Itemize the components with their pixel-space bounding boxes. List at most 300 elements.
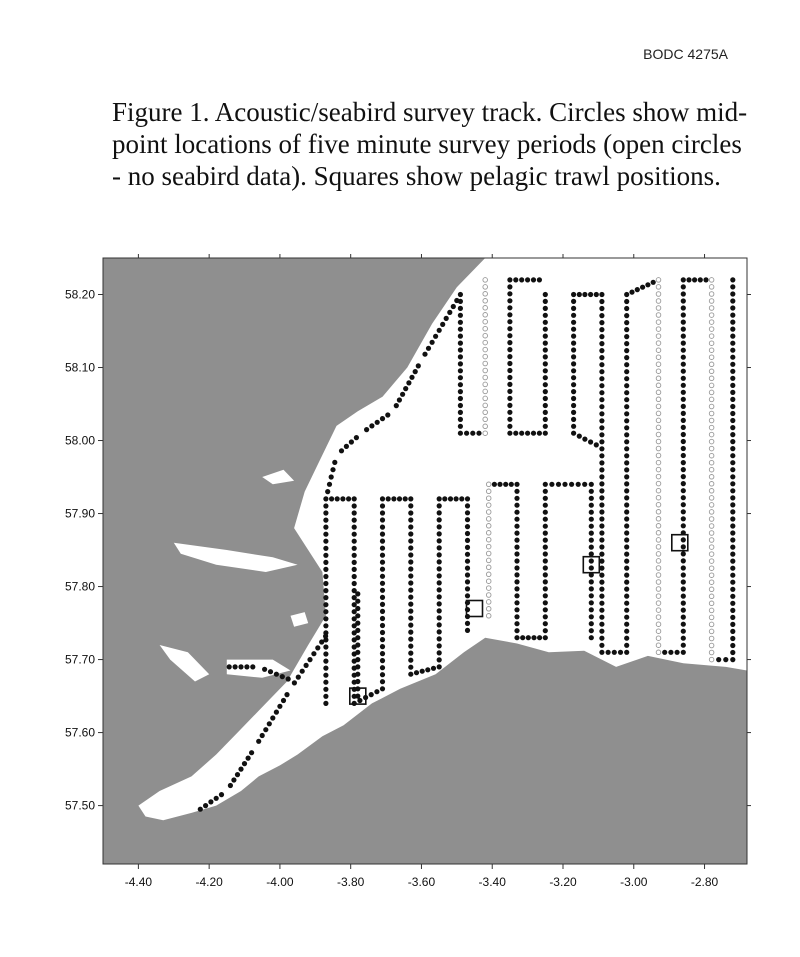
survey-marker [543,517,548,522]
survey-marker [408,503,413,508]
survey-marker [514,558,519,563]
open-survey-marker [656,299,661,304]
survey-marker [507,424,512,429]
open-survey-marker [656,334,661,339]
survey-marker [606,650,611,655]
open-survey-marker [486,537,491,542]
survey-marker [416,363,421,368]
survey-marker [624,334,629,339]
survey-marker [352,510,357,515]
survey-marker [380,496,385,501]
survey-marker [355,642,360,647]
open-survey-marker [483,333,488,338]
survey-marker [668,650,673,655]
survey-marker [624,488,629,493]
survey-marker [507,431,512,436]
survey-marker [624,411,629,416]
survey-marker [465,517,470,522]
survey-marker [681,341,686,346]
survey-marker [571,299,576,304]
survey-marker [624,348,629,353]
survey-marker [323,680,328,685]
open-survey-marker [486,517,491,522]
open-survey-marker [656,362,661,367]
open-survey-marker [483,410,488,415]
survey-marker [409,375,414,380]
survey-marker [352,567,357,572]
survey-marker [599,446,604,451]
open-survey-marker [656,320,661,325]
open-survey-marker [486,551,491,556]
survey-marker [599,341,604,346]
survey-marker [624,327,629,332]
survey-marker [465,607,470,612]
open-survey-marker [483,375,488,380]
survey-marker [624,530,629,535]
survey-marker [599,474,604,479]
survey-marker [543,489,548,494]
survey-marker [723,657,728,662]
survey-marker [357,698,362,703]
survey-marker [458,320,463,325]
survey-marker [537,635,542,640]
survey-marker [624,474,629,479]
survey-marker [589,621,594,626]
survey-marker [629,290,634,295]
survey-marker [599,404,604,409]
open-survey-marker [709,489,714,494]
survey-marker [543,482,548,487]
survey-marker [325,489,330,494]
survey-marker [437,538,442,543]
survey-marker [681,284,686,289]
survey-marker [246,756,251,761]
survey-marker [624,608,629,613]
survey-marker [599,299,604,304]
survey-marker [543,545,548,550]
survey-marker [507,396,512,401]
survey-marker [681,629,686,634]
survey-marker [380,609,385,614]
survey-marker [730,573,735,578]
survey-marker [408,588,413,593]
survey-marker [543,579,548,584]
survey-marker [198,807,203,812]
y-tick-label: 58.00 [64,433,95,448]
survey-marker [599,320,604,325]
open-survey-marker [709,566,714,571]
survey-marker [323,574,328,579]
survey-marker [458,375,463,380]
survey-marker [227,664,232,669]
open-survey-marker [483,361,488,366]
survey-marker [576,482,581,487]
survey-marker [624,425,629,430]
survey-marker [624,404,629,409]
survey-marker [380,574,385,579]
open-survey-marker [483,431,488,436]
survey-marker [571,327,576,332]
open-survey-marker [656,580,661,585]
survey-marker [526,635,531,640]
survey-marker [730,411,735,416]
survey-marker [507,410,512,415]
survey-marker [730,362,735,367]
survey-marker [624,306,629,311]
survey-marker [497,482,502,487]
open-survey-marker [709,601,714,606]
survey-marker [543,382,548,387]
survey-marker [681,558,686,563]
open-survey-marker [709,643,714,648]
survey-marker [562,482,567,487]
survey-marker [507,291,512,296]
survey-marker [284,692,289,697]
open-survey-marker [656,510,661,515]
survey-marker [323,659,328,664]
survey-marker [624,467,629,472]
survey-marker [599,432,604,437]
open-survey-marker [709,355,714,360]
survey-marker [681,650,686,655]
survey-marker [599,327,604,332]
open-survey-marker [709,460,714,465]
open-survey-marker [483,424,488,429]
y-tick-label: 57.80 [64,579,95,594]
survey-marker [355,591,360,596]
survey-marker [543,320,548,325]
survey-marker [645,282,650,287]
survey-marker [352,560,357,565]
survey-marker [730,439,735,444]
survey-marker [408,510,413,515]
survey-marker [681,298,686,303]
open-survey-marker [709,390,714,395]
survey-marker [624,537,629,542]
survey-marker [408,545,413,550]
survey-marker [543,313,548,318]
survey-marker [281,698,286,703]
survey-marker [543,341,548,346]
survey-marker [589,579,594,584]
survey-marker [681,376,686,381]
survey-marker [451,304,456,309]
survey-marker [624,481,629,486]
survey-marker [543,417,548,422]
survey-marker [262,667,267,672]
survey-marker [571,368,576,373]
survey-marker [514,503,519,508]
survey-marker [422,352,427,357]
survey-marker [369,423,374,428]
survey-marker [380,686,385,691]
survey-marker [437,496,442,501]
survey-marker [352,525,357,530]
open-survey-marker [656,278,661,283]
survey-marker [465,545,470,550]
open-survey-marker [656,404,661,409]
survey-marker [681,502,686,507]
survey-marker [380,602,385,607]
survey-marker [408,531,413,536]
survey-marker [465,559,470,564]
survey-marker [408,637,413,642]
survey-marker [330,467,335,472]
survey-marker [458,403,463,408]
survey-marker [624,355,629,360]
open-survey-marker [483,403,488,408]
survey-marker [730,369,735,374]
survey-marker [323,609,328,614]
survey-marker [730,636,735,641]
survey-marker [426,346,431,351]
open-survey-marker [656,488,661,493]
survey-marker [458,368,463,373]
open-survey-marker [709,482,714,487]
survey-marker [582,482,587,487]
survey-marker [681,425,686,430]
x-tick-label: -2.80 [690,875,719,889]
x-tick-label: -3.00 [620,875,648,889]
survey-marker [571,313,576,318]
survey-marker [640,285,645,290]
survey-marker [599,608,604,613]
open-survey-marker [483,326,488,331]
survey-marker [235,772,240,777]
survey-marker [470,431,475,436]
survey-marker [624,580,629,585]
survey-marker [730,566,735,571]
y-tick-label: 57.50 [64,798,95,813]
survey-marker [352,574,357,579]
survey-marker [507,277,512,282]
survey-marker [476,431,481,436]
open-survey-marker [709,446,714,451]
survey-marker [624,439,629,444]
survey-marker [507,382,512,387]
survey-marker [571,396,576,401]
survey-marker [543,524,548,529]
open-survey-marker [656,376,661,381]
survey-marker [571,361,576,366]
survey-marker [681,397,686,402]
survey-marker [323,694,328,699]
survey-marker [323,560,328,565]
survey-marker [543,565,548,570]
survey-marker [681,439,686,444]
survey-marker [681,404,686,409]
survey-marker [408,623,413,628]
survey-marker [437,629,442,634]
open-survey-marker [656,425,661,430]
survey-marker [624,446,629,451]
survey-marker [730,594,735,599]
survey-marker [242,761,247,766]
survey-marker [662,650,667,655]
survey-marker [635,287,640,292]
survey-marker [458,417,463,422]
survey-marker [507,284,512,289]
survey-marker [543,593,548,598]
open-survey-marker [486,614,491,619]
survey-marker [571,389,576,394]
survey-marker [514,614,519,619]
open-survey-marker [709,432,714,437]
survey-marker [681,327,686,332]
open-survey-marker [656,474,661,479]
survey-marker [599,587,604,592]
survey-marker [437,566,442,571]
survey-marker [730,305,735,310]
survey-marker [228,783,233,788]
survey-marker [380,644,385,649]
survey-marker [268,669,273,674]
survey-marker [292,680,297,685]
open-survey-marker [709,629,714,634]
x-tick-label: -4.40 [124,875,153,889]
open-survey-marker [656,538,661,543]
survey-marker [730,650,735,655]
open-survey-marker [709,320,714,325]
survey-marker [599,292,604,297]
survey-marker [465,510,470,515]
survey-marker [323,616,328,621]
survey-marker [730,355,735,360]
survey-marker [571,403,576,408]
open-survey-marker [486,593,491,598]
survey-marker [624,544,629,549]
survey-marker [569,482,574,487]
survey-marker [208,799,213,804]
survey-marker [507,417,512,422]
survey-marker [332,460,337,465]
open-survey-marker [656,608,661,613]
open-survey-marker [709,503,714,508]
survey-marker [408,496,413,501]
survey-marker [355,613,360,618]
survey-marker [319,639,324,644]
survey-marker [599,650,604,655]
survey-marker [681,320,686,325]
survey-marker [543,389,548,394]
survey-marker [437,510,442,515]
survey-marker [730,643,735,648]
open-survey-marker [656,383,661,388]
survey-marker [730,334,735,339]
survey-marker [543,368,548,373]
open-survey-marker [656,313,661,318]
survey-marker [624,650,629,655]
survey-marker [681,636,686,641]
survey-marker [507,361,512,366]
survey-marker [681,643,686,648]
survey-marker [589,565,594,570]
survey-marker [514,517,519,522]
survey-marker [589,545,594,550]
survey-marker [400,392,405,397]
survey-marker [464,431,469,436]
open-survey-marker [483,278,488,283]
survey-marker [588,292,593,297]
open-survey-marker [656,524,661,529]
survey-marker [698,277,703,282]
survey-marker [408,658,413,663]
survey-marker [589,614,594,619]
survey-marker [543,431,548,436]
survey-marker [681,312,686,317]
open-survey-marker [709,439,714,444]
survey-marker [624,313,629,318]
survey-marker [514,551,519,556]
survey-marker [458,389,463,394]
survey-marker [323,673,328,678]
y-tick-label: 57.90 [64,506,95,521]
survey-marker [507,347,512,352]
survey-marker [730,425,735,430]
y-tick-label: 57.70 [64,652,95,667]
survey-marker [571,375,576,380]
survey-marker [549,482,554,487]
survey-marker [543,572,548,577]
survey-marker [408,517,413,522]
survey-marker [599,411,604,416]
survey-marker [465,531,470,536]
open-survey-marker [709,369,714,374]
survey-marker [458,313,463,318]
survey-marker [582,437,587,442]
survey-marker [681,551,686,556]
survey-marker [543,600,548,605]
survey-marker [571,410,576,415]
open-survey-marker [656,587,661,592]
survey-marker [624,573,629,578]
survey-marker [380,510,385,515]
survey-marker [465,621,470,626]
survey-marker [323,581,328,586]
survey-marker [730,502,735,507]
survey-marker [437,608,442,613]
survey-marker [599,355,604,360]
survey-marker [624,615,629,620]
survey-marker [730,587,735,592]
survey-marker [537,277,542,282]
survey-marker [624,376,629,381]
survey-marker [624,622,629,627]
survey-marker [465,586,470,591]
survey-marker [509,482,514,487]
survey-marker [507,389,512,394]
survey-marker [437,580,442,585]
survey-marker [703,277,708,282]
survey-marker [681,467,686,472]
survey-marker [385,412,390,417]
survey-marker [374,689,379,694]
survey-marker [437,636,442,641]
survey-marker [263,727,268,732]
survey-marker [231,777,236,782]
survey-marker [730,622,735,627]
open-survey-marker [483,340,488,345]
survey-marker [514,482,519,487]
survey-marker [675,650,680,655]
survey-marker [219,792,224,797]
survey-marker [730,397,735,402]
survey-marker [624,341,629,346]
open-survey-marker [656,495,661,500]
survey-marker [681,544,686,549]
survey-marker [543,607,548,612]
survey-marker [465,552,470,557]
